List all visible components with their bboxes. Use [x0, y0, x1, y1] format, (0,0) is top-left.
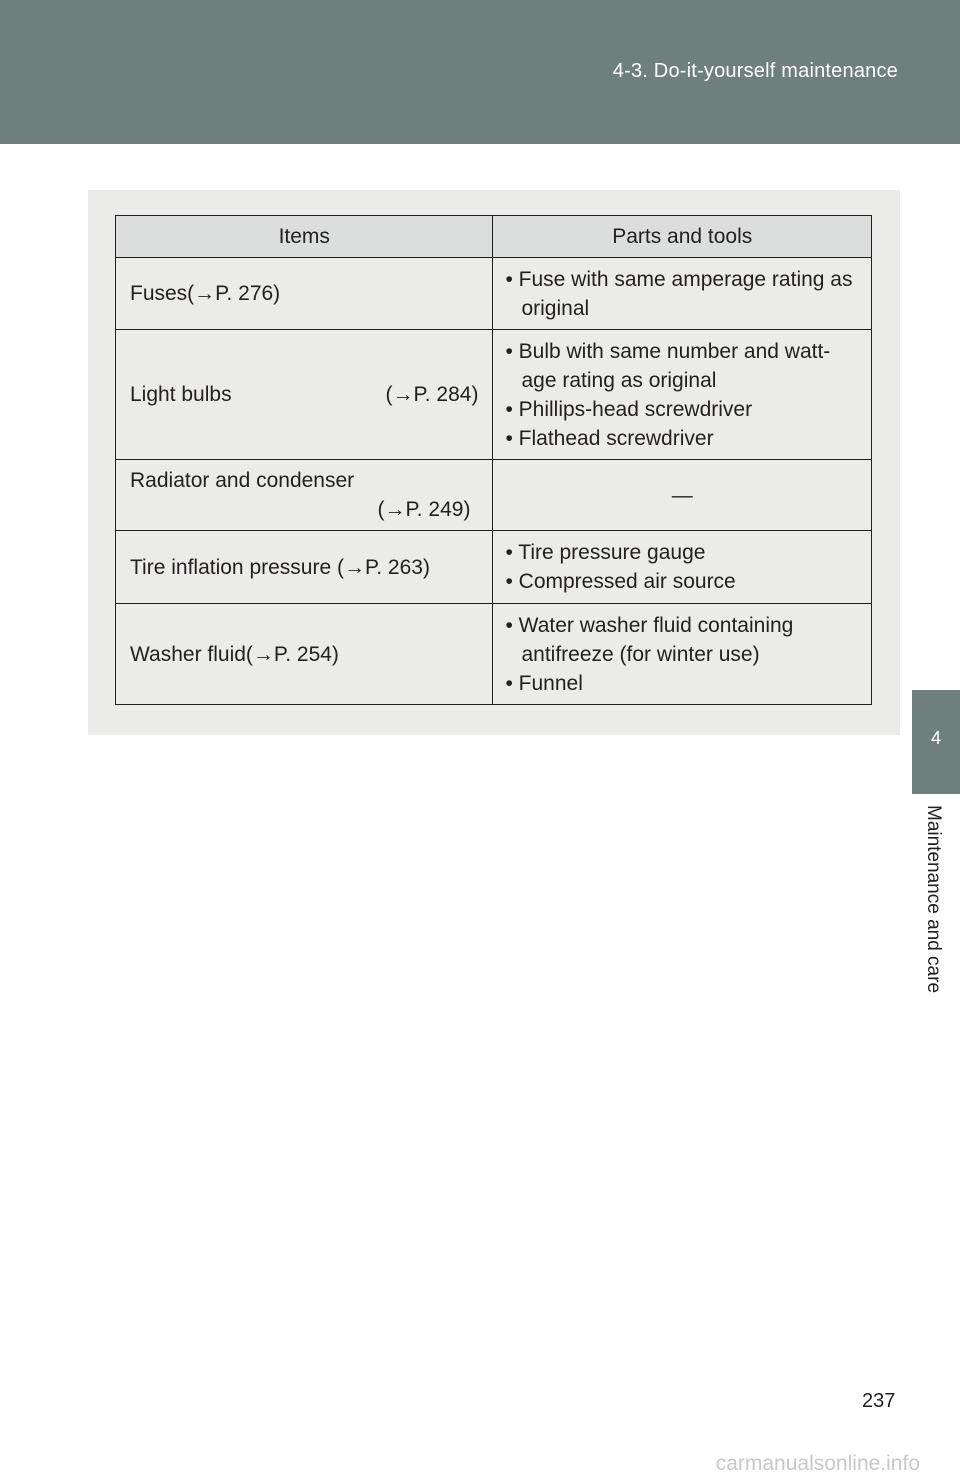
chapter-number: 4: [930, 728, 941, 748]
table-row: [116, 330, 872, 460]
table-row: [116, 258, 872, 330]
section-title: 4-3. Do-it-yourself maintenance: [612, 60, 898, 82]
part-item: • Tire pressure gauge: [505, 541, 706, 564]
parts-cell: [493, 258, 872, 330]
item-washer-fluid: Washer fluid(→P. 254): [116, 604, 493, 705]
part-item: • Water washer fluid containing antifreeze (for winter use): [505, 613, 794, 666]
parts-cell: [493, 330, 872, 460]
item-tire-pressure: Tire inflation pressure (→P. 263): [116, 531, 493, 604]
parts-cell: [493, 460, 872, 531]
parts-cell: [493, 531, 872, 604]
part-item: • Compressed air source: [505, 570, 736, 593]
page-number: 237: [862, 1390, 896, 1412]
item-fuses: Fuses(→P. 276): [116, 258, 493, 330]
item-cell: [116, 330, 493, 460]
item-radiator: Radiator and condenser: [130, 469, 355, 492]
parts-cell: [493, 604, 872, 705]
no-parts-dash: —: [671, 483, 693, 507]
part-item: • Phillips-head screwdriver: [505, 397, 753, 421]
maintenance-parts-table: [115, 215, 872, 705]
part-item: • Flathead screwdriver: [505, 426, 714, 450]
chapter-label-wrap: [912, 805, 960, 1025]
table-row: [116, 460, 872, 531]
item-page-ref: (→P. 284): [385, 383, 479, 406]
header-items: Items: [116, 216, 493, 258]
page-header: [0, 0, 960, 144]
part-item: • Bulb with same number and watt-age rating as original: [505, 339, 831, 392]
chapter-label: Maintenance and care: [923, 805, 944, 994]
watermark: carmanualsonline.info: [715, 1452, 920, 1475]
item-page-ref: (→P. 249): [377, 498, 471, 521]
item-light-bulbs: Light bulbs: [130, 383, 232, 406]
table-header-row: [116, 216, 872, 258]
part-item: • Funnel: [505, 671, 583, 695]
table-row: [116, 531, 872, 604]
part-item: • Fuse with same amperage rating as original: [505, 267, 853, 320]
chapter-tab: [912, 690, 960, 794]
header-parts: Parts and tools: [493, 216, 872, 258]
table-row: [116, 604, 872, 705]
item-cell: [116, 460, 493, 531]
